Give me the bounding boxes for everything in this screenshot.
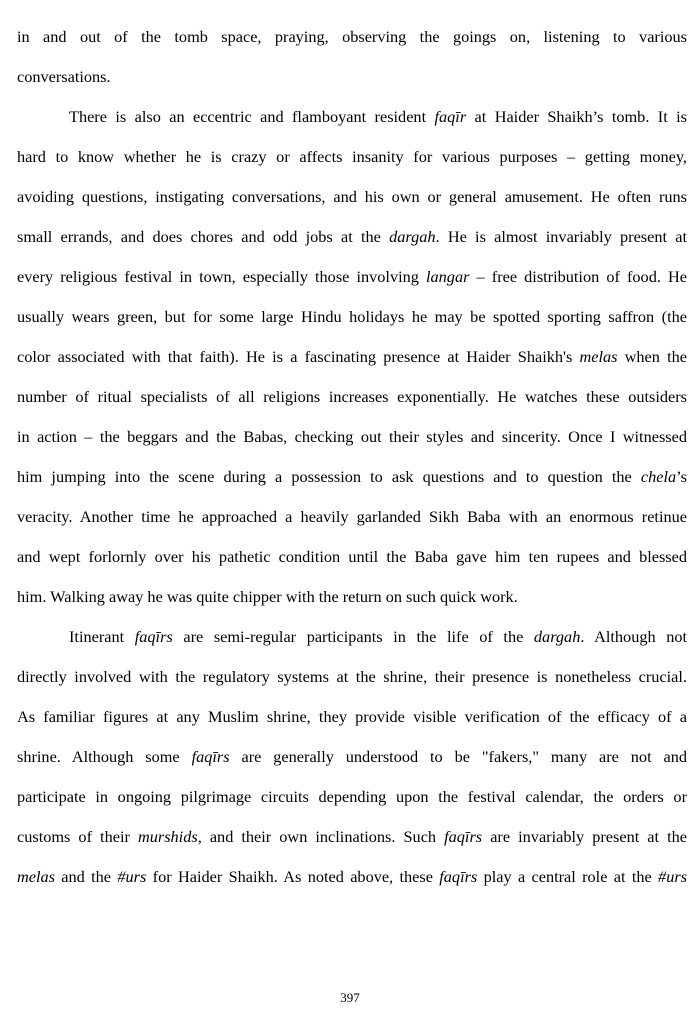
text-line [17, 746, 687, 768]
italic-term: faqīrs [439, 867, 478, 886]
text-span: hard to know whether he is crazy or affects insanity for various purposes – getting money, [17, 147, 687, 166]
italic-term: faqīrs [444, 827, 483, 846]
text-span: – free distribution of food. He [469, 267, 687, 286]
text-line [17, 706, 687, 728]
italic-term: melas [17, 867, 55, 886]
text-span: play a central role at the [477, 867, 659, 886]
text-span: There is also an eccentric and flamboyant resident [69, 107, 435, 126]
text-span: him jumping into the scene during a possession to ask questions and to question the [17, 467, 641, 486]
text-line [17, 26, 687, 48]
text-line [17, 426, 687, 448]
text-span: . Although not [580, 627, 688, 646]
text-span: directly involved with the regulatory systems at the shrine, their presence is nonetheless crucial. [17, 667, 687, 686]
text-line [17, 466, 687, 488]
text-span: shrine. Although some [17, 747, 192, 766]
text-span: are invariably present at the [482, 827, 687, 846]
text-span: veracity. Another time he approached a heavily garlanded Sikh Baba with an enormous retinue [17, 507, 687, 526]
text-line [17, 266, 687, 288]
text-span: when the [617, 347, 688, 366]
text-span: color associated with that faith). He is a fascinating presence at Haider Shaikh's [17, 347, 580, 366]
text-line [17, 546, 687, 568]
text-span: participate in ongoing pilgrimage circuits depending upon the festival calendar, the orders or [17, 787, 687, 806]
text-span: at Haider Shaikh’s tomb. It is [466, 107, 687, 126]
text-line [17, 186, 687, 208]
text-span: are semi-regular participants in the life of the [172, 627, 534, 646]
text-span: him. Walking away he was quite chipper with the return on such quick work. [17, 587, 518, 606]
text-span: in and out of the tomb space, praying, observing the goings on, listening to various [17, 27, 687, 46]
text-span: and wept forlornly over his pathetic condition until the Baba gave him ten rupees and blessed [17, 547, 687, 566]
text-line [17, 386, 687, 408]
text-span: are generally understood to be "fakers," many are not and [229, 747, 688, 766]
text-line [69, 106, 687, 128]
italic-term: murshids [137, 827, 198, 846]
text-line [17, 226, 687, 248]
italic-term: langar [426, 267, 470, 286]
italic-term: #urs [658, 867, 688, 886]
italic-term: chela [640, 467, 677, 486]
text-span: every religious festival in town, especially those involving [17, 267, 426, 286]
text-line [17, 346, 687, 368]
italic-term: faqīrs [134, 627, 173, 646]
text-span: conversations. [17, 67, 111, 86]
text-line [17, 666, 687, 688]
text-line [17, 826, 687, 848]
text-span: small errands, and does chores and odd jobs at the [17, 227, 390, 246]
italic-term: faqīr [434, 107, 467, 126]
text-span: usually wears green, but for some large Hindu holidays he may be spotted sporting saffron (the [17, 307, 687, 326]
text-line [69, 626, 687, 648]
text-line [17, 66, 687, 88]
text-span: customs of their [17, 827, 138, 846]
text-line [17, 506, 687, 528]
text-span: and the [54, 867, 118, 886]
text-span: number of ritual specialists of all religions increases exponentially. He watches these outsiders [17, 387, 687, 406]
text-span: As familiar figures at any Muslim shrine, they provide visible verification of the efficacy of a [17, 707, 687, 726]
text-span: in action – the beggars and the Babas, checking out their styles and sincerity. Once I witnessed [17, 427, 687, 446]
text-line [17, 306, 687, 328]
italic-term: dargah [389, 227, 436, 246]
italic-term: #urs [117, 867, 147, 886]
italic-term: dargah [533, 627, 581, 646]
italic-term: faqīrs [191, 747, 230, 766]
text-span: , and their own inclinations. Such [197, 827, 445, 846]
text-line [17, 586, 687, 608]
text-span: ’s [676, 467, 687, 486]
italic-term: melas [579, 347, 618, 366]
text-span: . He is almost invariably present at [435, 227, 687, 246]
text-span: avoiding questions, instigating conversations, and his own or general amusement. He often runs [17, 187, 687, 206]
text-line [17, 146, 687, 168]
text-span: Itinerant [69, 627, 135, 646]
text-line [17, 866, 687, 888]
text-span: for Haider Shaikh. As noted above, these [146, 867, 440, 886]
page-number: 397 [340, 990, 360, 1005]
text-line [17, 786, 687, 808]
